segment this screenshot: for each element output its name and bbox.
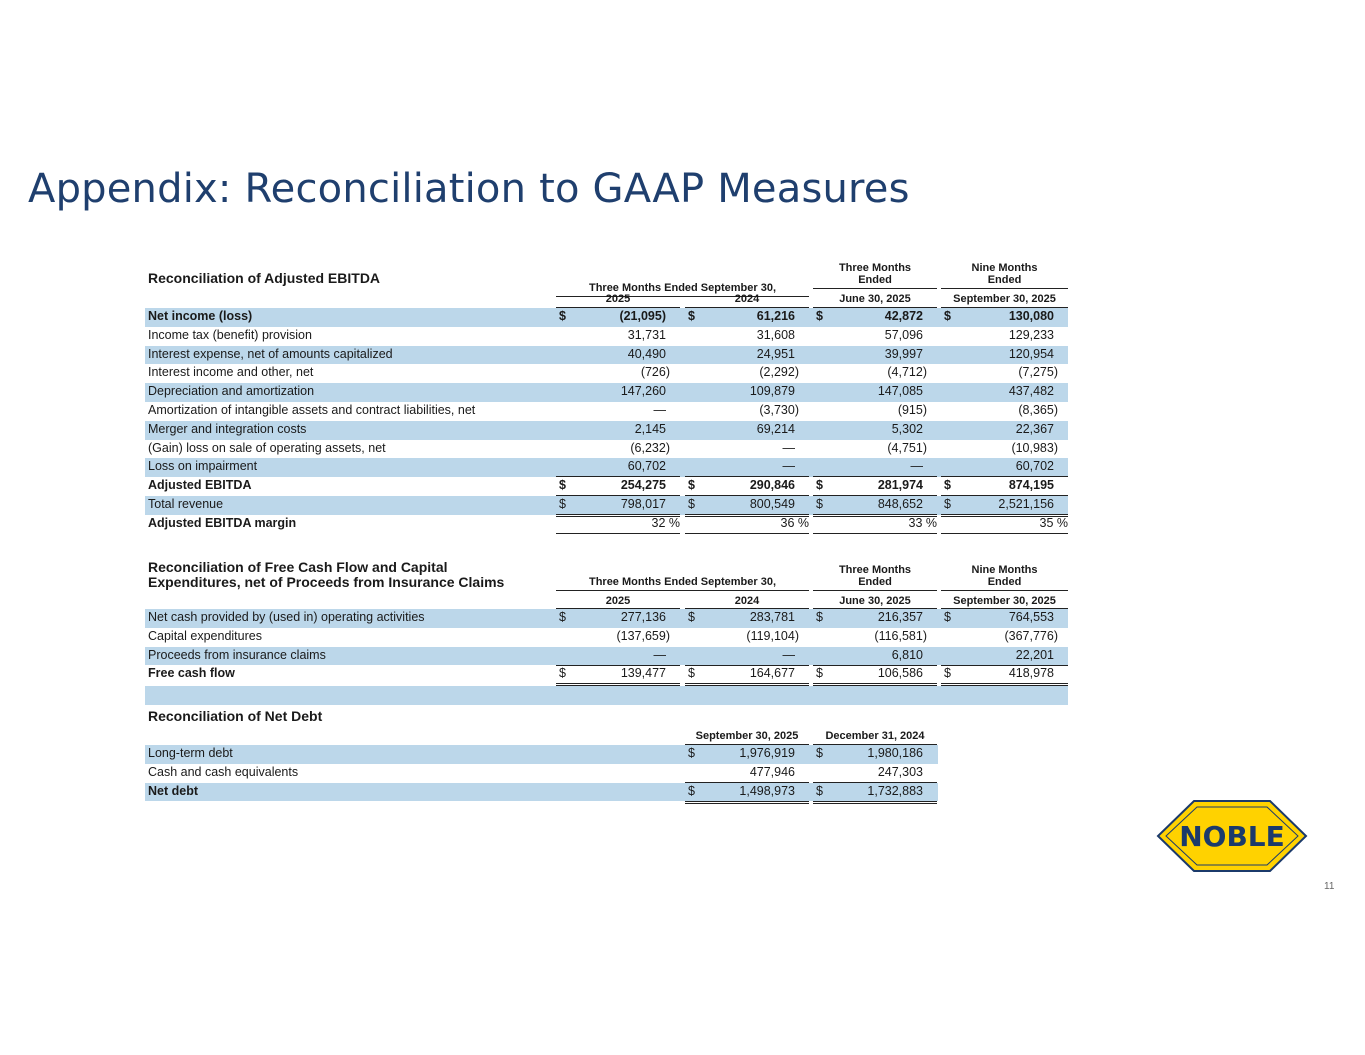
table-cell — [813, 784, 937, 804]
col-2025: 2025 — [605, 595, 631, 607]
table-cell — [941, 610, 1068, 627]
cell-value: 40,490 — [627, 346, 666, 361]
col-june-30-2025: June 30, 2025 — [839, 595, 911, 607]
table-row — [145, 364, 1068, 383]
cell-value: (21,095) — [619, 309, 666, 323]
table-cell — [685, 365, 809, 382]
table-cell — [685, 441, 809, 458]
cell-value: (6,232) — [630, 440, 670, 455]
cell-value: (915) — [897, 402, 927, 417]
table-cell — [556, 328, 680, 345]
ebitda-nine-months-header: Nine Months Ended — [971, 262, 1038, 286]
noble-logo — [1156, 799, 1308, 873]
table-cell — [941, 403, 1068, 420]
table-cell — [685, 666, 809, 686]
cell-value: 164,677 — [749, 666, 795, 681]
table-cell — [685, 629, 809, 646]
page-title: Appendix: Reconciliation to GAAP Measures — [28, 166, 910, 212]
cell-value: 437,482 — [1008, 384, 1054, 399]
table-cell — [941, 384, 1068, 401]
cell-value: 216,357 — [877, 610, 923, 624]
cell-value: (7,275) — [1018, 365, 1058, 380]
row-label: Income tax (benefit) provision — [148, 327, 312, 342]
table-cell — [685, 422, 809, 439]
table-cell — [556, 459, 680, 477]
cell-value: (116,581) — [874, 628, 927, 643]
cell-value: 281,974 — [877, 478, 923, 493]
table-cell — [685, 403, 809, 420]
header-rule — [556, 590, 809, 591]
cell-value: 61,216 — [756, 309, 795, 323]
cell-value: 60,702 — [627, 459, 666, 474]
currency-symbol: $ — [688, 746, 695, 760]
table-cell — [556, 610, 680, 627]
table-cell — [685, 516, 809, 534]
table-row-spacer — [145, 686, 1068, 705]
table-row — [145, 383, 1068, 402]
cell-value: 283,781 — [749, 610, 795, 624]
table-cell — [941, 666, 1068, 686]
cell-value: 129,233 — [1008, 327, 1054, 342]
cell-value: 798,017 — [620, 496, 666, 511]
col-june-30-2025: June 30, 2025 — [839, 293, 911, 305]
table-cell — [813, 403, 937, 420]
table-cell — [941, 629, 1068, 646]
table-row — [145, 458, 1068, 477]
row-label: Loss on impairment — [148, 459, 258, 474]
ebitda-group-header: Three Months Ended September 30, — [588, 282, 777, 294]
table-cell — [941, 347, 1068, 364]
row-label: Depreciation and amortization — [148, 384, 315, 399]
row-label: Interest income and other, net — [148, 365, 314, 380]
col-december-31-2024: December 31, 2024 — [825, 730, 925, 742]
table-cell — [556, 309, 680, 326]
table-cell — [813, 422, 937, 439]
cell-value: 139,477 — [620, 666, 666, 681]
cell-value: — — [782, 647, 795, 662]
currency-symbol: $ — [944, 666, 951, 681]
cell-value: (4,751) — [887, 440, 927, 455]
cell-value: 1,732,883 — [867, 783, 923, 798]
row-label: (Gain) loss on sale of operating assets, net — [148, 440, 386, 455]
currency-symbol: $ — [816, 666, 823, 681]
currency-symbol: $ — [816, 309, 823, 323]
currency-symbol: $ — [559, 666, 566, 681]
net-debt-heading: Reconciliation of Net Debt — [148, 708, 323, 724]
table-row — [145, 665, 1068, 684]
cell-value: 874,195 — [1008, 478, 1054, 493]
cell-value: 5,302 — [891, 421, 923, 436]
col-2024: 2024 — [734, 293, 760, 305]
header-rule — [941, 590, 1068, 591]
table-cell — [813, 765, 937, 783]
table-cell — [685, 309, 809, 326]
row-label: Interest expense, net of amounts capitalized — [148, 346, 393, 361]
cell-value: 764,553 — [1008, 610, 1054, 624]
cell-value: 42,872 — [884, 309, 923, 323]
table-row — [145, 628, 1068, 647]
noble-logo-badge — [1156, 799, 1308, 873]
cell-value: 120,954 — [1008, 346, 1054, 361]
table-cell — [941, 328, 1068, 345]
table-cell — [556, 516, 680, 534]
cell-value: (119,104) — [746, 628, 799, 643]
row-label: Total revenue — [148, 496, 224, 511]
table-cell — [941, 459, 1068, 477]
currency-symbol: $ — [688, 610, 695, 624]
net-debt-table — [145, 706, 938, 806]
table-cell — [556, 365, 680, 382]
row-label: Cash and cash equivalents — [148, 764, 299, 779]
cell-value: (367,776) — [1004, 628, 1058, 643]
cell-value: 31,608 — [756, 327, 795, 342]
table-row — [145, 783, 938, 802]
ebitda-heading: Reconciliation of Adjusted EBITDA — [148, 270, 381, 286]
fcf-nine-months-header: Nine Months Ended — [971, 564, 1038, 588]
cell-value: 36 % — [780, 515, 809, 530]
cell-value: 31,731 — [627, 327, 666, 342]
table-row — [145, 440, 1068, 459]
table-row — [145, 764, 938, 783]
header-rule — [813, 590, 937, 591]
cell-value: (726) — [640, 365, 670, 380]
col-2025: 2025 — [605, 293, 631, 305]
col-2024: 2024 — [734, 595, 760, 607]
table-cell — [941, 441, 1068, 458]
cell-value: 1,980,186 — [867, 746, 923, 760]
cell-value: 109,879 — [749, 384, 795, 399]
currency-symbol: $ — [688, 666, 695, 681]
fcf-heading: Reconciliation of Free Cash Flow and Capital Expenditures, net of Proceeds from Insurance Claims — [148, 559, 505, 590]
row-label: Long-term debt — [148, 746, 233, 760]
currency-symbol: $ — [559, 496, 566, 511]
row-label: Free cash flow — [148, 666, 235, 681]
table-row — [145, 346, 1068, 365]
ebitda-three-months-header: Three Months Ended — [838, 262, 912, 286]
table-row — [145, 308, 1068, 327]
table-cell — [813, 666, 937, 686]
adjusted-ebitda-table — [145, 260, 1068, 540]
cell-value: 22,367 — [1015, 421, 1054, 436]
cell-value: 147,085 — [877, 384, 923, 399]
table-cell — [813, 629, 937, 646]
row-label: Net income (loss) — [148, 309, 253, 323]
cell-value: 848,652 — [877, 496, 923, 511]
row-label: Proceeds from insurance claims — [148, 647, 326, 662]
free-cash-flow-table — [145, 560, 1068, 706]
page-number: 11 — [1324, 881, 1335, 892]
cell-value: 32 % — [651, 515, 680, 530]
table-row — [145, 745, 938, 764]
table-cell — [685, 459, 809, 477]
cell-value: 418,978 — [1008, 666, 1054, 681]
currency-symbol: $ — [559, 478, 566, 493]
logo-text: NOBLE — [1179, 820, 1285, 853]
currency-symbol: $ — [688, 496, 695, 511]
table-cell — [813, 441, 937, 458]
currency-symbol: $ — [944, 478, 951, 493]
table-cell — [813, 384, 937, 401]
cell-value: 22,201 — [1015, 647, 1054, 662]
table-row — [145, 609, 1068, 628]
currency-symbol: $ — [816, 746, 823, 760]
table-cell — [685, 746, 809, 763]
table-cell — [556, 422, 680, 439]
table-row — [145, 496, 1068, 515]
table-cell — [813, 610, 937, 627]
currency-symbol: $ — [559, 610, 566, 624]
table-cell — [685, 648, 809, 666]
table-cell — [941, 648, 1068, 666]
table-row — [145, 421, 1068, 440]
row-label: Net cash provided by (used in) operating activities — [148, 610, 425, 624]
row-label: Capital expenditures — [148, 628, 262, 643]
cell-value: 35 % — [1039, 515, 1068, 530]
table-cell — [941, 365, 1068, 382]
currency-symbol: $ — [944, 610, 951, 624]
table-cell — [813, 746, 937, 763]
currency-symbol: $ — [816, 496, 823, 511]
cell-value: — — [653, 402, 666, 417]
cell-value: 2,521,156 — [998, 496, 1054, 511]
table-cell — [813, 648, 937, 666]
row-label: Adjusted EBITDA margin — [148, 515, 297, 530]
col-september-30-2025: September 30, 2025 — [953, 293, 1056, 305]
table-cell — [813, 459, 937, 477]
table-row — [145, 402, 1068, 421]
table-cell — [813, 365, 937, 382]
cell-value: 247,303 — [877, 764, 923, 779]
table-cell — [941, 422, 1068, 439]
row-label: Adjusted EBITDA — [148, 478, 252, 493]
cell-value: 69,214 — [756, 421, 795, 436]
cell-value: 147,260 — [620, 384, 666, 399]
table-cell — [685, 384, 809, 401]
cell-value: 800,549 — [749, 496, 795, 511]
cell-value: 254,275 — [620, 478, 666, 493]
currency-symbol: $ — [688, 478, 695, 493]
currency-symbol: $ — [559, 309, 566, 323]
cell-value: 6,810 — [891, 647, 923, 662]
table-row — [145, 647, 1068, 666]
ebitda-rows — [145, 308, 1068, 534]
cell-value: 1,498,973 — [739, 783, 795, 798]
cell-value: 290,846 — [749, 478, 795, 493]
cell-value: (8,365) — [1018, 402, 1058, 417]
cell-value: (10,983) — [1011, 440, 1058, 455]
table-cell — [556, 666, 680, 686]
currency-symbol: $ — [688, 309, 695, 323]
cell-value: 106,586 — [877, 666, 923, 681]
currency-symbol: $ — [944, 309, 951, 323]
cell-value: 1,976,919 — [739, 746, 795, 760]
currency-symbol: $ — [816, 478, 823, 493]
table-cell — [556, 384, 680, 401]
table-cell — [556, 347, 680, 364]
cell-value: 477,946 — [749, 764, 795, 779]
table-cell — [941, 309, 1068, 326]
table-row — [145, 515, 1068, 534]
cell-value: — — [782, 440, 795, 455]
table-cell — [941, 516, 1068, 534]
table-cell — [685, 765, 809, 783]
table-row — [145, 477, 1068, 496]
table-cell — [813, 328, 937, 345]
table-cell — [556, 629, 680, 646]
cell-value: 24,951 — [756, 346, 795, 361]
table-cell — [685, 610, 809, 627]
cell-value: 39,997 — [884, 346, 923, 361]
fcf-group-header: Three Months Ended September 30, — [588, 576, 777, 588]
currency-symbol: $ — [688, 783, 695, 798]
table-cell — [556, 403, 680, 420]
table-cell — [813, 347, 937, 364]
currency-symbol: $ — [816, 610, 823, 624]
cell-value: — — [653, 647, 666, 662]
net-debt-rows — [145, 745, 938, 801]
cell-value: 57,096 — [884, 327, 923, 342]
currency-symbol: $ — [944, 496, 951, 511]
cell-value: (137,659) — [616, 628, 670, 643]
table-cell — [685, 784, 809, 804]
cell-value: (3,730) — [759, 402, 799, 417]
row-label: Net debt — [148, 783, 198, 798]
currency-symbol: $ — [816, 783, 823, 798]
cell-value: — — [910, 459, 923, 474]
table-row — [145, 327, 1068, 346]
row-label: Merger and integration costs — [148, 421, 307, 436]
table-cell — [556, 441, 680, 458]
row-label: Amortization of intangible assets and contract liabilities, net — [148, 402, 476, 417]
col-september-30-2025: September 30, 2025 — [953, 595, 1056, 607]
cell-value: — — [782, 459, 795, 474]
header-rule — [941, 288, 1068, 289]
cell-value: (2,292) — [759, 365, 799, 380]
fcf-three-months-header: Three Months Ended — [838, 564, 912, 588]
fcf-rows — [145, 609, 1068, 705]
table-cell — [556, 648, 680, 666]
table-cell — [813, 309, 937, 326]
cell-value: 60,702 — [1015, 459, 1054, 474]
header-rule — [813, 288, 937, 289]
table-cell — [685, 347, 809, 364]
cell-value: 33 % — [908, 515, 937, 530]
table-cell — [813, 516, 937, 534]
cell-value: 130,080 — [1008, 309, 1054, 323]
cell-value: 2,145 — [634, 421, 666, 436]
table-cell — [685, 328, 809, 345]
cell-value: (4,712) — [887, 365, 927, 380]
col-september-30-2025: September 30, 2025 — [695, 730, 799, 742]
cell-value: 277,136 — [620, 610, 666, 624]
